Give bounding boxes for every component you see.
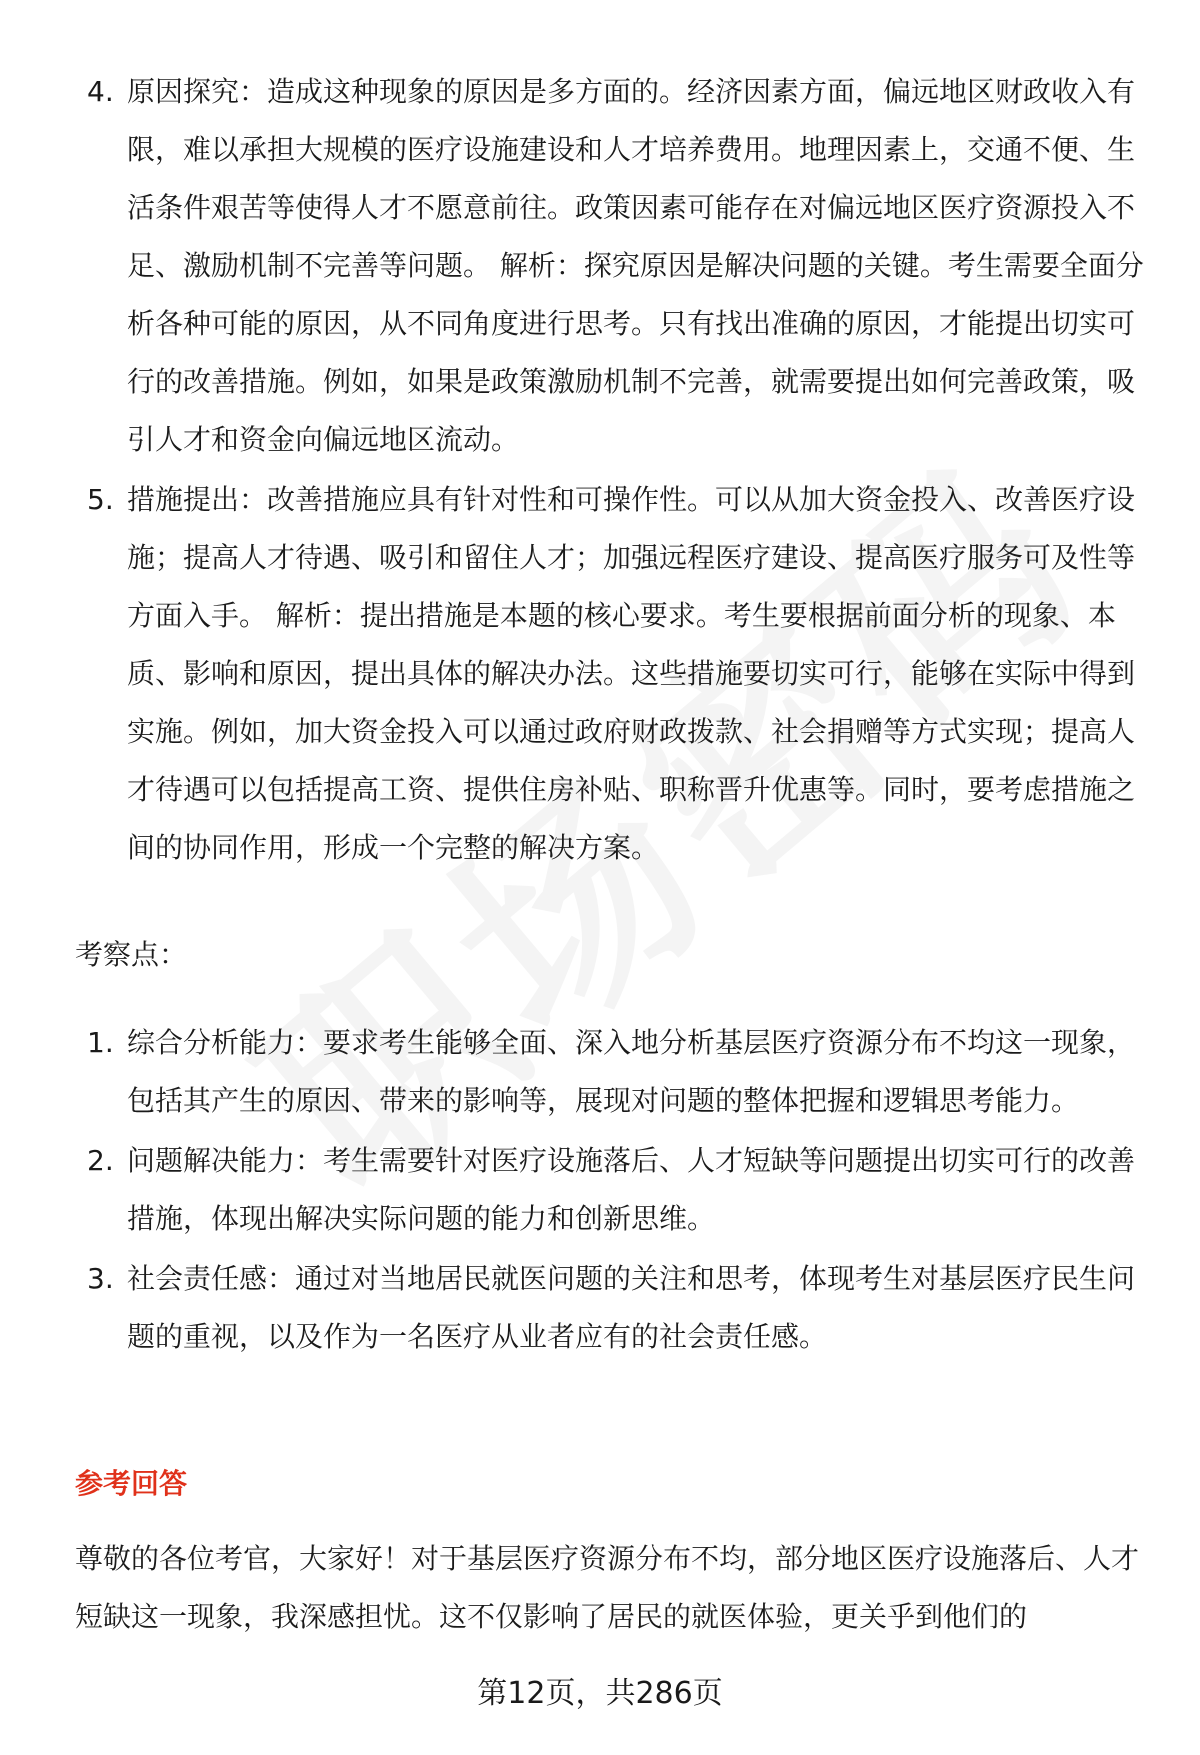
list-item: [75, 471, 1155, 877]
reference-answer-heading: 参考回答: [75, 1467, 188, 1500]
assessment-points-list: [75, 1014, 1155, 1368]
list-item-text: 社会责任感：通过对当地居民就医问题的关注和思考，体现考生对基层医疗民生问题的重视，以及作为一名医疗从业者应有的社会责任感。: [127, 1262, 1136, 1353]
list-item-text: 措施提出：改善措施应具有针对性和可操作性。可以从加大资金投入、改善医疗设施；提高人才待遇、吸引和留住人才；加强远程医疗建设、提高医疗服务可及性等方面入手。 解析：提出措施是本题的核心要求。考生要根据前面分析的现象、本质、影响和原因，提出具体的解决办法。这些措施要切实可行，能够在实际中得到实施。例如，加大资金投入可以通过政府财政拨款、社会捐赠等方式实现；提高人才待遇可以包括提高工资、提供住房补贴、职称晋升优惠等。同时，要考虑措施之间的协同作用，形成一个完整的解决方案。: [127, 483, 1136, 864]
list-item-number: 4.: [87, 75, 114, 108]
list-item: [75, 1250, 1155, 1366]
list-item-number: 5.: [87, 483, 114, 516]
list-item: [75, 1132, 1155, 1248]
list-item-number: 3.: [87, 1262, 114, 1295]
list-item-text: 原因探究：造成这种现象的原因是多方面的。经济因素方面，偏远地区财政收入有限，难以承担大规模的医疗设施建设和人才培养费用。地理因素上，交通不便、生活条件艰苦等使得人才不愿意前往。政策因素可能存在对偏远地区医疗资源投入不足、激励机制不完善等问题。 解析：探究原因是解决问题的关键。考生需要全面分析各种可能的原因，从不同角度进行思考。只有找出准确的原因，才能提出切实可行的改善措施。例如，如果是政策激励机制不完善，就需要提出如何完善政策，吸引人才和资金向偏远地区流动。: [127, 75, 1144, 456]
list-item-text: 问题解决能力：考生需要针对医疗设施落后、人才短缺等问题提出切实可行的改善措施，体现出解决实际问题的能力和创新思维。: [127, 1144, 1136, 1235]
list-item-number: 1.: [87, 1026, 114, 1059]
page-number: 第12页，共286页: [477, 1676, 723, 1711]
list-item: [75, 1014, 1155, 1130]
list-item: [75, 63, 1155, 469]
points-heading: 考察点：: [75, 938, 188, 971]
list-item-number: 2.: [87, 1144, 114, 1177]
analysis-list: [75, 63, 1155, 879]
reference-answer-text: 尊敬的各位考官，大家好！对于基层医疗资源分布不均，部分地区医疗设施落后、人才短缺这一现象，我深感担忧。这不仅影响了居民的就医体验，更关乎到他们的: [75, 1542, 1140, 1633]
list-item-text: 综合分析能力：要求考生能够全面、深入地分析基层医疗资源分布不均这一现象，包括其产生的原因、带来的影响等，展现对问题的整体把握和逻辑思考能力。: [127, 1026, 1136, 1117]
